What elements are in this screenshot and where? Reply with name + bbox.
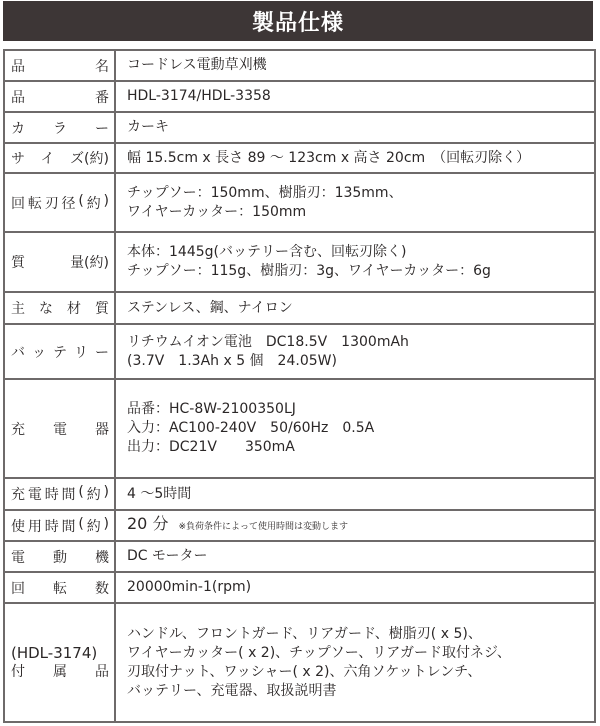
- spec-label-text: [11, 516, 109, 536]
- spec-label-char: 用: [27, 518, 42, 535]
- spec-label-text: [11, 419, 109, 439]
- spec-label: [4, 50, 115, 81]
- spec-label-char: 転: [53, 580, 67, 597]
- spec-value-line: 入力：AC100-240V 50/60Hz 0.5A: [127, 420, 375, 436]
- spec-label-char: 材: [67, 301, 81, 317]
- spec-label-char: 質: [11, 255, 25, 271]
- spec-label: [4, 510, 115, 541]
- spec-label-text: [11, 663, 109, 682]
- spec-label-text: [11, 547, 109, 567]
- spec-label: [4, 112, 115, 143]
- spec-label-char: 質: [95, 301, 109, 317]
- spec-label-char: 径: [61, 195, 76, 212]
- spec-label-char: 時: [44, 518, 59, 535]
- spec-label-text: [11, 578, 109, 598]
- spec-label-text: [11, 193, 109, 213]
- spec-label-char: 電: [11, 549, 25, 566]
- spec-label-char: 転: [27, 195, 42, 212]
- spec-label-text: [11, 298, 109, 318]
- spec-value: [115, 81, 595, 112]
- page-title-text: 製品仕様: [251, 10, 344, 36]
- spec-label-char: 約: [86, 518, 101, 535]
- spec-label-char: テ: [53, 344, 67, 361]
- spec-label-char: 回: [11, 195, 25, 212]
- spec-label-char: ): [103, 484, 109, 500]
- spec-value: [115, 50, 595, 81]
- spec-label-char: 間: [61, 487, 76, 503]
- spec-row: [4, 379, 595, 478]
- spec-value-line: バッテリー、充電器、取扱説明書: [127, 682, 337, 699]
- spec-label-text: (HDL-3174): [11, 643, 98, 662]
- spec-value-line: [127, 514, 594, 537]
- spec-row: [4, 603, 595, 722]
- spec-value-line: ワイヤーカッター：150mm: [127, 203, 307, 220]
- spec-label-char: 時: [44, 487, 59, 503]
- spec-value-line: ステンレス、鋼、ナイロン: [127, 299, 293, 316]
- spec-label-char: 回: [11, 580, 25, 597]
- spec-label-text: [11, 87, 109, 107]
- spec-value-line: 出力：DC21V 350mA: [127, 439, 295, 455]
- spec-value-note: ※負荷条件によって使用時間は変動します: [178, 522, 348, 532]
- spec-label-char: 刃: [44, 195, 59, 212]
- spec-label-char: 番: [95, 89, 109, 106]
- spec-label-char: 間: [61, 518, 76, 535]
- spec-label-char: バ: [11, 344, 25, 361]
- spec-label: [4, 603, 115, 722]
- spec-label-char: 主: [11, 301, 25, 317]
- spec-row: [4, 541, 595, 572]
- spec-label-char: 器: [95, 421, 109, 438]
- spec-label-text: [11, 484, 109, 504]
- spec-row: [4, 143, 595, 173]
- spec-value-line: ワイヤーカッター( x 2)、チップソー、リアガード取付ネジ、: [127, 644, 511, 661]
- spec-label-char: (: [78, 515, 84, 532]
- spec-value-line: 4 ～5時間: [127, 485, 192, 502]
- spec-value-line: 品番：HC-8W-2100350LJ: [127, 401, 296, 417]
- spec-row: [4, 81, 595, 112]
- spec-value: [115, 478, 595, 510]
- spec-value-line: ハンドル、フロントガード、リアガード、樹脂刃( x 5)、: [127, 625, 482, 642]
- spec-label-char: ラ: [53, 120, 67, 137]
- spec-label-char: (: [78, 192, 84, 209]
- spec-label-char: 電: [53, 421, 67, 438]
- spec-label-char: イ: [40, 151, 55, 167]
- spec-label-char: ): [103, 515, 109, 532]
- spec-label-char: リ: [74, 344, 88, 361]
- spec-label: [4, 572, 115, 603]
- spec-label: [4, 173, 115, 232]
- spec-value-line: (3.7V 1.3Ah x 5 個 24.05W): [127, 352, 337, 369]
- spec-row: [4, 50, 595, 81]
- spec-value: [115, 292, 595, 324]
- spec-label-char: カ: [11, 120, 25, 137]
- spec-label: [4, 324, 115, 379]
- spec-label-char: サ: [11, 151, 25, 167]
- spec-label-char: 充: [11, 487, 25, 503]
- spec-row: [4, 112, 595, 143]
- spec-value-line: リチウムイオン電池 DC18.5V 1300mAh: [127, 333, 409, 350]
- spec-label: [4, 81, 115, 112]
- spec-value-line: 20000min-1(rpm): [127, 579, 252, 595]
- spec-label-char: 電: [27, 487, 42, 503]
- spec-label-char: 属: [53, 663, 67, 680]
- spec-label-char: 品: [11, 89, 25, 106]
- spec-value: [115, 173, 595, 232]
- spec-label: [4, 478, 115, 510]
- spec-label-char: 動: [53, 549, 67, 566]
- spec-row: [4, 478, 595, 510]
- spec-label-char: 約: [86, 195, 101, 212]
- spec-row: [4, 292, 595, 324]
- spec-value-line: HDL-3174/HDL-3358: [127, 88, 271, 104]
- spec-label-char: な: [39, 301, 53, 317]
- spec-label: [4, 379, 115, 478]
- spec-row: [4, 173, 595, 232]
- spec-value-line: チップソー：115g、樹脂刃：3g、ワイヤーカッター：6g: [127, 263, 491, 279]
- spec-row: [4, 324, 595, 379]
- spec-value: [115, 232, 595, 292]
- spec-label: [4, 541, 115, 572]
- spec-label-text: [11, 148, 109, 168]
- spec-value: [115, 379, 595, 478]
- spec-label-text: [11, 56, 109, 76]
- spec-value-line: 刃取付ナット、ワッシャー( x 2)、六角ソケットレンチ、: [127, 663, 482, 680]
- spec-label-char: ): [103, 192, 109, 209]
- spec-value-line: DC モーター: [127, 548, 208, 564]
- spec-label: [4, 143, 115, 173]
- spec-label-char: ー: [95, 120, 109, 137]
- spec-label-char: ー: [95, 344, 109, 361]
- spec-label-char: (: [78, 484, 84, 500]
- spec-value: [115, 541, 595, 572]
- spec-value-line: 幅 15.5cm x 長さ 89 ～ 123cm x 高さ 20cm （回転刃除く）: [127, 149, 531, 166]
- spec-label: [4, 292, 115, 324]
- spec-label-char: 量(約): [70, 255, 109, 271]
- spec-label-char: 品: [95, 663, 109, 680]
- spec-table-body: [4, 50, 595, 722]
- spec-value-line: 本体：1445g(バッテリー含む、回転刃除く): [127, 244, 407, 260]
- spec-label-char: 使: [11, 518, 25, 535]
- spec-label-char: 約: [86, 487, 101, 503]
- spec-label-char: 充: [11, 421, 25, 438]
- spec-label-text: [11, 252, 109, 272]
- spec-label-char: 品: [11, 58, 25, 75]
- spec-value: [115, 603, 595, 722]
- spec-value-line: コードレス電動草刈機: [127, 57, 267, 73]
- spec-value-main: 20 分: [127, 514, 169, 533]
- spec-value: [115, 572, 595, 603]
- spec-row: [4, 572, 595, 603]
- spec-label-char: ッ: [32, 344, 46, 361]
- spec-table: [3, 49, 596, 723]
- spec-label-text: [11, 342, 109, 362]
- spec-label: [4, 232, 115, 292]
- spec-value: [115, 143, 595, 173]
- page-title: [3, 1, 593, 41]
- spec-row: [4, 510, 595, 541]
- spec-label-char: ズ(約): [70, 151, 109, 167]
- spec-row: [4, 232, 595, 292]
- spec-label-char: 数: [95, 580, 109, 597]
- spec-label-char: 付: [11, 663, 25, 680]
- spec-value-line: カーキ: [127, 119, 169, 135]
- spec-value: [115, 112, 595, 143]
- spec-value: [115, 510, 595, 541]
- spec-label-char: 名: [95, 58, 109, 75]
- spec-value: [115, 324, 595, 379]
- spec-label-char: 機: [95, 549, 109, 566]
- spec-value-line: チップソー：150mm、樹脂刃：135mm、: [127, 184, 403, 201]
- spec-label-text: [11, 118, 109, 138]
